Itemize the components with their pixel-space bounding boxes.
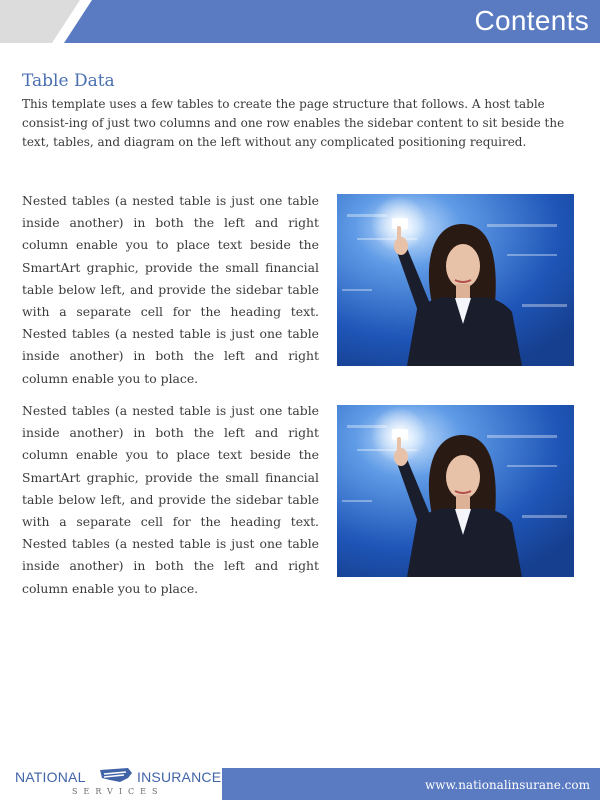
block-2-text: Nested tables (a nested table is just one table inside another) in both the left and right column enable you to place text beside the SmartArt graphic, provide the small financial table below left, and provide the sidebar table with a separate cell for the heading text. Nested tables (a nested table is just one table inside another) in both the left and right column enable you to place. <box>22 403 319 596</box>
block-1-photo <box>337 194 574 366</box>
block-2-photo <box>337 405 574 577</box>
us-map-flag-icon <box>98 766 134 784</box>
footer-band <box>222 768 600 800</box>
block-1-text: Nested tables (a nested table is just one table inside another) in both the left and right column enable you to place text beside the SmartArt graphic, provide the small financial table below left, and provide the sidebar table with a separate cell for the heading text. Nested tables (a nested table is just one table inside another) in both the left and right column enable you to place. <box>22 193 319 386</box>
logo-tagline: SERVICES <box>72 787 164 796</box>
businesswoman-touching-screen-photo <box>337 405 574 577</box>
company-logo <box>12 766 222 800</box>
businesswoman-touching-screen-photo <box>337 194 574 366</box>
intro-paragraph: This template uses a few tables to create the page structure that follows. A host table consist-ing of just two columns and one row enables the sidebar content to sit beside the text, tables, and diagram on the left without any complicated positioning required. <box>22 97 565 149</box>
logo-word-insurance: INSURANCE <box>137 769 222 785</box>
footer-url-link[interactable]: www.nationalinsurane.com <box>424 778 590 792</box>
page-title: Contents <box>474 5 589 36</box>
page-footer <box>0 766 600 800</box>
logo-word-national: NATIONAL <box>15 769 86 785</box>
page-header <box>0 0 600 43</box>
section-heading: Table Data <box>22 71 115 91</box>
